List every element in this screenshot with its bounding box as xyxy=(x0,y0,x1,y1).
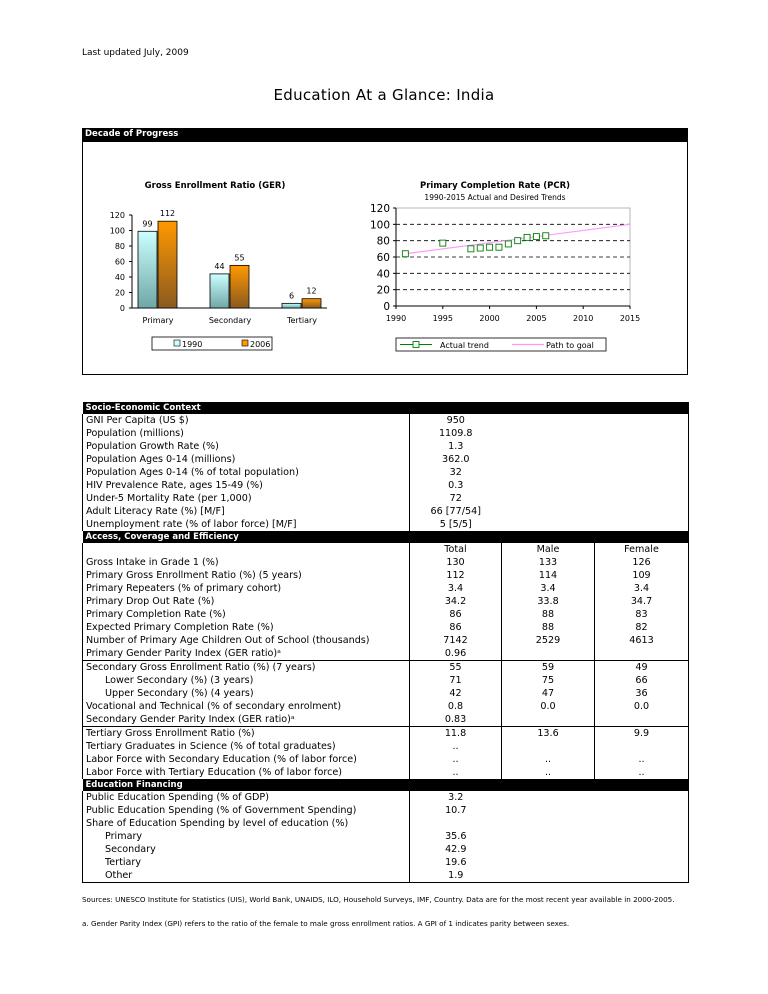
value-total: .. xyxy=(410,740,502,753)
ger-y-tick-label: 60 xyxy=(114,257,125,267)
blank xyxy=(595,414,689,427)
value: 362.0 xyxy=(410,453,502,466)
value-female: 83 xyxy=(595,608,689,621)
value-male: 114 xyxy=(502,569,595,582)
row-label: Lower Secondary (%) (3 years) xyxy=(83,674,410,687)
pcr-chart-subtitle: 1990-2015 Actual and Desired Trends xyxy=(424,193,566,202)
table-row xyxy=(83,674,689,687)
blank xyxy=(502,804,595,817)
col-header-male: Male xyxy=(502,543,595,556)
value-male: .. xyxy=(502,753,595,766)
value-male xyxy=(502,713,595,727)
row-label: Primary Repeaters (% of primary cohort) xyxy=(83,582,410,595)
row-label: Unemployment rate (% of labor force) [M/F] xyxy=(83,518,410,531)
pcr-y-tick-label: 0 xyxy=(383,301,390,313)
value xyxy=(410,817,502,830)
page-title: Education At a Glance: India xyxy=(273,86,495,104)
pcr-point xyxy=(487,244,493,250)
row-label: Under-5 Mortality Rate (per 1,000) xyxy=(83,492,410,505)
pcr-legend-marker xyxy=(413,342,419,348)
pcr-x-tick-label: 2010 xyxy=(573,314,594,323)
value-male: 2529 xyxy=(502,634,595,647)
blank xyxy=(502,518,595,531)
blank xyxy=(595,505,689,518)
ger-chart-title: Gross Enrollment Ratio (GER) xyxy=(144,181,286,191)
table-row xyxy=(83,830,689,843)
last-updated: Last updated July, 2009 xyxy=(82,48,189,58)
ger-bar xyxy=(230,265,249,308)
blank xyxy=(595,466,689,479)
pcr-legend-label: Actual trend xyxy=(440,341,489,350)
table-row xyxy=(83,621,689,634)
value-male: 0.0 xyxy=(502,700,595,713)
value: 35.6 xyxy=(410,830,502,843)
table-row xyxy=(83,804,689,817)
value-male: 133 xyxy=(502,556,595,569)
row-label: Primary Drop Out Rate (%) xyxy=(83,595,410,608)
pcr-point xyxy=(533,234,539,240)
table-row xyxy=(83,569,689,582)
row-label: Population Ages 0-14 (millions) xyxy=(83,453,410,466)
table-row xyxy=(83,453,689,466)
value-female: 9.9 xyxy=(595,727,689,741)
blank xyxy=(502,479,595,492)
pcr-point xyxy=(515,238,521,244)
row-label: Population Ages 0-14 (% of total population) xyxy=(83,466,410,479)
ger-y-tick-label: 120 xyxy=(109,211,125,220)
section-header-row xyxy=(83,402,689,414)
pcr-x-tick-label: 1990 xyxy=(385,314,407,323)
blank xyxy=(502,791,595,804)
row-label: Adult Literacy Rate (%) [M/F] xyxy=(83,505,410,518)
blank xyxy=(595,843,689,856)
section-header: Access, Coverage and Efficiency xyxy=(83,531,689,543)
value-female: 0.0 xyxy=(595,700,689,713)
pcr-point xyxy=(496,244,502,250)
table-row xyxy=(83,440,689,453)
value: 42.9 xyxy=(410,843,502,856)
pcr-x-tick-label: 2015 xyxy=(619,314,641,323)
table-row xyxy=(83,817,689,830)
value: 1.3 xyxy=(410,440,502,453)
table-row xyxy=(83,700,689,713)
value-total: 86 xyxy=(410,608,502,621)
value: 66 [77/54] xyxy=(410,505,502,518)
pcr-y-tick-label: 100 xyxy=(369,219,390,232)
section-header: Education Financing xyxy=(83,779,689,791)
value-total: .. xyxy=(410,766,502,779)
ger-legend-swatch xyxy=(242,340,248,346)
value-male: 88 xyxy=(502,608,595,621)
blank xyxy=(502,440,595,453)
ger-bar xyxy=(302,299,321,308)
blank xyxy=(502,830,595,843)
value-total: 130 xyxy=(410,556,502,569)
value-total: 3.4 xyxy=(410,582,502,595)
pcr-legend-label: Path to goal xyxy=(546,341,594,350)
row-label: Tertiary Graduates in Science (% of total graduates) xyxy=(83,740,410,753)
table-row xyxy=(83,713,689,727)
blank xyxy=(595,869,689,883)
blank xyxy=(595,492,689,505)
row-label: Expected Primary Completion Rate (%) xyxy=(83,621,410,634)
value-female: 49 xyxy=(595,661,689,675)
value-male: 33.8 xyxy=(502,595,595,608)
value-male: 3.4 xyxy=(502,582,595,595)
value: 950 xyxy=(410,414,502,427)
ger-y-tick-label: 40 xyxy=(114,273,125,282)
table-row xyxy=(83,582,689,595)
table-row xyxy=(83,505,689,518)
ger-data-label: 6 xyxy=(288,291,295,301)
blank xyxy=(595,427,689,440)
row-label: Upper Secondary (%) (4 years) xyxy=(83,687,410,700)
ger-legend-swatch xyxy=(174,340,180,346)
table-row xyxy=(83,687,689,700)
ger-bar xyxy=(158,221,177,308)
indicators-table xyxy=(82,402,689,883)
table-row xyxy=(83,791,689,804)
row-label: Population (millions) xyxy=(83,427,410,440)
value-female: .. xyxy=(595,766,689,779)
ger-chart xyxy=(82,195,342,355)
ger-y-tick-label: 20 xyxy=(114,288,125,298)
value-total: 55 xyxy=(410,661,502,675)
value: 0.3 xyxy=(410,479,502,492)
blank xyxy=(502,869,595,883)
value-female: 4613 xyxy=(595,634,689,647)
value-female xyxy=(595,647,689,661)
blank xyxy=(595,856,689,869)
ger-bar xyxy=(282,303,301,308)
row-label: Share of Education Spending by level of education (%) xyxy=(83,817,410,830)
blank xyxy=(595,453,689,466)
ger-data-label: 99 xyxy=(142,219,153,229)
blank xyxy=(595,440,689,453)
table-row xyxy=(83,608,689,621)
table-row xyxy=(83,414,689,427)
ger-data-label: 112 xyxy=(159,209,176,219)
ger-category-label: Primary xyxy=(142,316,174,325)
pcr-point xyxy=(505,241,511,247)
table-row xyxy=(83,856,689,869)
value-female: 36 xyxy=(595,687,689,700)
value: 1109.8 xyxy=(410,427,502,440)
value-male: 75 xyxy=(502,674,595,687)
value-total: 71 xyxy=(410,674,502,687)
blank xyxy=(502,466,595,479)
value: 32 xyxy=(410,466,502,479)
value-female xyxy=(595,740,689,753)
value-total: .. xyxy=(410,753,502,766)
value: 5 [5/5] xyxy=(410,518,502,531)
pcr-y-tick-label: 120 xyxy=(369,203,390,215)
ger-y-tick-label: 0 xyxy=(119,304,125,313)
table-row xyxy=(83,843,689,856)
row-label: Tertiary xyxy=(83,856,410,869)
ger-legend-label: 2006 xyxy=(250,340,271,349)
value-male xyxy=(502,740,595,753)
decade-of-progress-header: Decade of Progress xyxy=(82,128,688,141)
ger-bar xyxy=(138,231,157,308)
value: 72 xyxy=(410,492,502,505)
value: 10.7 xyxy=(410,804,502,817)
value-total: 34.2 xyxy=(410,595,502,608)
blank xyxy=(595,817,689,830)
pcr-point xyxy=(440,240,446,246)
sources-note: Sources: UNESCO Institute for Statistics (UIS), World Bank, UNAIDS, ILO, Household Surveys, IMF, Country. Data are for the most recent year available in 2000-2005. xyxy=(82,895,675,904)
value-female: 109 xyxy=(595,569,689,582)
row-label: Secondary Gross Enrollment Ratio (%) (7 years) xyxy=(83,661,410,675)
value-total: 0.8 xyxy=(410,700,502,713)
pcr-point xyxy=(543,233,549,239)
blank xyxy=(595,791,689,804)
value-female: 82 xyxy=(595,621,689,634)
table-row xyxy=(83,766,689,779)
blank xyxy=(595,804,689,817)
value-female: 66 xyxy=(595,674,689,687)
row-label: Vocational and Technical (% of secondary enrolment) xyxy=(83,700,410,713)
blank xyxy=(502,817,595,830)
value-total: 7142 xyxy=(410,634,502,647)
value: 19.6 xyxy=(410,856,502,869)
pcr-point xyxy=(524,234,530,240)
pcr-point xyxy=(477,245,483,251)
row-label: Primary Gross Enrollment Ratio (%) (5 years) xyxy=(83,569,410,582)
pcr-x-tick-label: 2000 xyxy=(479,314,500,323)
row-label: Primary xyxy=(83,830,410,843)
table-row xyxy=(83,869,689,883)
col-header-female: Female xyxy=(595,543,689,556)
ger-category-label: Tertiary xyxy=(286,316,318,325)
blank xyxy=(502,505,595,518)
pcr-y-tick-label: 20 xyxy=(376,284,390,297)
value-total: 11.8 xyxy=(410,727,502,741)
row-label: Other xyxy=(83,869,410,883)
value-female xyxy=(595,713,689,727)
row-label: Public Education Spending (% of Government Spending) xyxy=(83,804,410,817)
blank xyxy=(595,518,689,531)
table-row xyxy=(83,595,689,608)
col-header-total: Total xyxy=(410,543,502,556)
ger-legend-label: 1990 xyxy=(182,340,203,349)
pcr-x-tick-label: 2005 xyxy=(526,314,547,323)
row-label: Secondary Gender Parity Index (GER ratio)ᵃ xyxy=(83,713,410,727)
value-total: 112 xyxy=(410,569,502,582)
value-female: 126 xyxy=(595,556,689,569)
value: 3.2 xyxy=(410,791,502,804)
table-row xyxy=(83,661,689,675)
row-label: HIV Prevalence Rate, ages 15-49 (%) xyxy=(83,479,410,492)
blank xyxy=(502,414,595,427)
row-label: Primary Gender Parity Index (GER ratio)ᵃ xyxy=(83,647,410,661)
value-female: 34.7 xyxy=(595,595,689,608)
pcr-y-tick-label: 40 xyxy=(376,268,390,281)
value-male: 88 xyxy=(502,621,595,634)
pcr-point xyxy=(402,251,408,257)
row-label: Public Education Spending (% of GDP) xyxy=(83,791,410,804)
value-total: 86 xyxy=(410,621,502,634)
column-header-row xyxy=(83,543,689,556)
value-total: 0.83 xyxy=(410,713,502,727)
table-row xyxy=(83,479,689,492)
row-label: Tertiary Gross Enrollment Ratio (%) xyxy=(83,727,410,741)
row-label: Population Growth Rate (%) xyxy=(83,440,410,453)
row-label: Labor Force with Secondary Education (% of labor force) xyxy=(83,753,410,766)
value: 1.9 xyxy=(410,869,502,883)
table-row xyxy=(83,753,689,766)
pcr-y-tick-label: 80 xyxy=(376,235,390,248)
value-male: 47 xyxy=(502,687,595,700)
table-row xyxy=(83,634,689,647)
blank xyxy=(595,830,689,843)
row-label: Labor Force with Tertiary Education (% of labor force) xyxy=(83,766,410,779)
blank xyxy=(502,427,595,440)
value-total: 42 xyxy=(410,687,502,700)
section-header: Socio-Economic Context xyxy=(83,402,689,414)
pcr-y-tick-label: 60 xyxy=(376,252,390,264)
pcr-chart-title: Primary Completion Rate (PCR) xyxy=(420,181,570,191)
row-label: Primary Completion Rate (%) xyxy=(83,608,410,621)
blank xyxy=(502,843,595,856)
row-label: Gross Intake in Grade 1 (%) xyxy=(83,556,410,569)
pcr-x-tick-label: 1995 xyxy=(432,314,453,323)
table-row xyxy=(83,492,689,505)
ger-y-tick-label: 100 xyxy=(109,226,125,236)
section-header-row xyxy=(83,779,689,791)
value-female: 3.4 xyxy=(595,582,689,595)
ger-data-label: 55 xyxy=(234,253,245,263)
ger-y-tick-label: 80 xyxy=(114,242,125,251)
row-label: Number of Primary Age Children Out of School (thousands) xyxy=(83,634,410,647)
row-label xyxy=(83,543,410,556)
ger-category-label: Secondary xyxy=(208,316,252,325)
table-row xyxy=(83,647,689,661)
table-row xyxy=(83,727,689,741)
ger-data-label: 12 xyxy=(306,286,317,296)
value-male: .. xyxy=(502,766,595,779)
pcr-chart xyxy=(350,198,650,358)
row-label: GNI Per Capita (US $) xyxy=(83,414,410,427)
table-row xyxy=(83,556,689,569)
blank xyxy=(502,856,595,869)
row-label: Secondary xyxy=(83,843,410,856)
section-header-row xyxy=(83,531,689,543)
table-row xyxy=(83,518,689,531)
table-row xyxy=(83,466,689,479)
table-row xyxy=(83,740,689,753)
blank xyxy=(595,479,689,492)
table-row xyxy=(83,427,689,440)
ger-bar xyxy=(210,274,229,308)
gpi-footnote: a. Gender Parity Index (GPI) refers to the ratio of the female to male gross enrollment ratios. A GPI of 1 indicates parity between sexes. xyxy=(82,919,570,928)
value-male: 13.6 xyxy=(502,727,595,741)
blank xyxy=(502,453,595,466)
value-female: .. xyxy=(595,753,689,766)
blank xyxy=(502,492,595,505)
pcr-point xyxy=(468,246,474,252)
value-total: 0.96 xyxy=(410,647,502,661)
value-male xyxy=(502,647,595,661)
value-male: 59 xyxy=(502,661,595,675)
ger-data-label: 44 xyxy=(214,261,225,271)
